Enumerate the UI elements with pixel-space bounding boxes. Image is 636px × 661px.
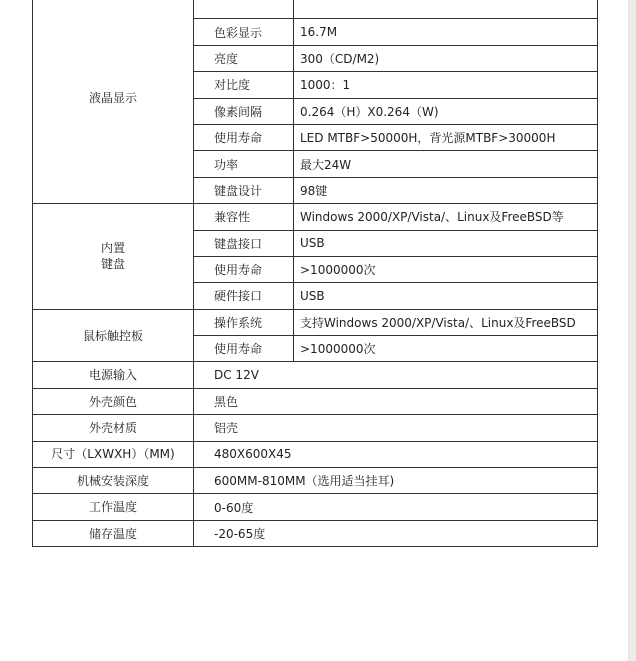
table-row (33, 520, 598, 546)
label-cell: 外壳颜色 (33, 388, 194, 414)
page-edge-strip (628, 0, 636, 661)
table-row (33, 362, 598, 388)
label-cell: 机械安装深度 (33, 468, 194, 494)
label-cell: 工作温度 (33, 494, 194, 520)
value-cell: 0.264（H）X0.264（W) (294, 98, 598, 124)
value-cell: 铝壳 (194, 415, 598, 441)
label-cell: 尺寸（LXWXH）（MM) (33, 441, 194, 467)
value-cell: 300（CD/M2) (294, 45, 598, 71)
value-cell: 0-60度 (194, 494, 598, 520)
label-cell: 外壳材质 (33, 415, 194, 441)
category-cell: 鼠标触控板 (33, 309, 194, 362)
value-cell: >1000000次 (294, 256, 598, 282)
value-cell (294, 0, 598, 19)
value-cell: 480X600X45 (194, 441, 598, 467)
table-row (33, 441, 598, 467)
attr-cell: 键盘设计 (194, 177, 294, 203)
value-cell: >1000000次 (294, 336, 598, 362)
label-cell: 电源输入 (33, 362, 194, 388)
category-cell: 液晶显示 (33, 0, 194, 204)
attr-cell: 使用寿命 (194, 336, 294, 362)
table-row (33, 415, 598, 441)
category-line: 内置 (100, 241, 125, 256)
attr-cell: 功率 (194, 151, 294, 177)
value-cell: 1000：1 (294, 72, 598, 98)
attr-cell: 硬件接口 (194, 283, 294, 309)
value-cell: 支持Windows 2000/XP/Vista/、Linux及FreeBSD (294, 309, 598, 335)
attr-cell: 键盘接口 (194, 230, 294, 256)
value-cell: USB (294, 283, 598, 309)
table-row (33, 204, 598, 230)
table-row (33, 388, 598, 414)
spec-table (32, 0, 598, 547)
value-cell: DC 12V (194, 362, 598, 388)
attr-cell (194, 0, 294, 19)
category-cell (33, 204, 194, 310)
category-line: 键盘 (100, 257, 125, 272)
value-cell: 最大24W (294, 151, 598, 177)
value-cell: Windows 2000/XP/Vista/、Linux及FreeBSD等 (294, 204, 598, 230)
attr-cell: 兼容性 (194, 204, 294, 230)
attr-cell: 色彩显示 (194, 19, 294, 45)
attr-cell: 像素间隔 (194, 98, 294, 124)
attr-cell: 操作系统 (194, 309, 294, 335)
value-cell: LED MTBF>50000H，背光源MTBF>30000H (294, 124, 598, 150)
table-row (33, 0, 598, 19)
value-cell: 98键 (294, 177, 598, 203)
table-row (33, 309, 598, 335)
table-row (33, 468, 598, 494)
attr-cell: 亮度 (194, 45, 294, 71)
attr-cell: 使用寿命 (194, 124, 294, 150)
table-row (33, 494, 598, 520)
value-cell: 600MM-810MM（选用适当挂耳) (194, 468, 598, 494)
attr-cell: 对比度 (194, 72, 294, 98)
attr-cell: 使用寿命 (194, 256, 294, 282)
label-cell: 储存温度 (33, 520, 194, 546)
value-cell: 黑色 (194, 388, 598, 414)
value-cell: USB (294, 230, 598, 256)
value-cell: -20-65度 (194, 520, 598, 546)
value-cell: 16.7M (294, 19, 598, 45)
